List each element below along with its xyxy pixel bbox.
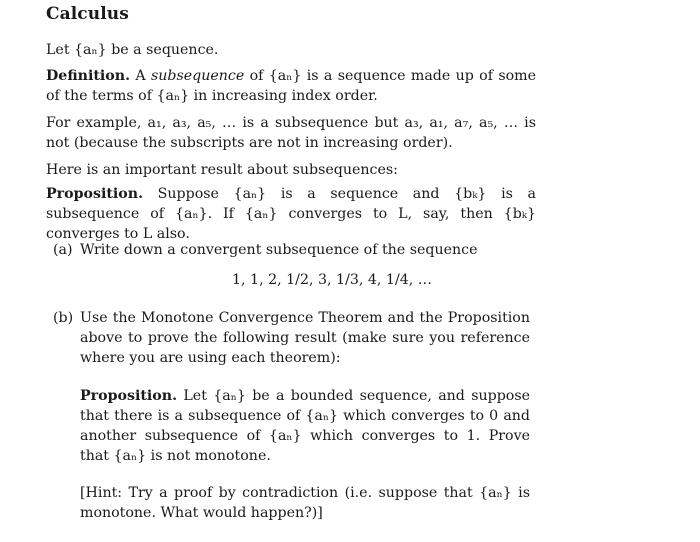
- part-a-label: (a): [53, 242, 73, 258]
- definition-term: subsequence: [150, 68, 245, 84]
- part-b-proposition-label: Proposition.: [80, 388, 178, 404]
- part-b-proposition-text: Let {aₙ} be a bounded sequence, and suppose that there is a subsequence of {aₙ} which converges to 0 and another subsequence of {aₙ} which converges to 1. Prove that {aₙ} is not monotone.: [80, 388, 530, 464]
- part-b-text: Use the Monotone Convergence Theorem and the Proposition above to prove the following result (make sure you reference where you are using each theorem):: [80, 310, 530, 366]
- proposition-paragraph: [46, 184, 536, 244]
- part-b-proposition: [80, 386, 530, 466]
- proposition-text: Suppose {aₙ} is a sequence and {bₖ} is a subsequence of {aₙ}. If {aₙ} converges to L, say, then {bₖ} converges to L also.: [46, 186, 536, 242]
- page-title: Calculus: [46, 4, 129, 24]
- definition-label: Definition.: [46, 68, 131, 84]
- example-paragraph: For example, a₁, a₃, a₅, … is a subsequence but a₃, a₁, a₇, a₅, … is not (because the subscripts are not in increasing order).: [46, 115, 536, 151]
- hint-text: [Hint: Try a proof by contradiction (i.e. suppose that {aₙ} is monotone. What would happen?)]: [80, 485, 530, 521]
- part-a-text: Write down a convergent subsequence of the sequence: [80, 242, 478, 258]
- proposition-label: Proposition.: [46, 186, 144, 202]
- sequence-display: [232, 270, 432, 290]
- part-b-label: (b): [53, 310, 74, 326]
- definition-text-before: A: [135, 68, 146, 84]
- intro-text: Let {aₙ} be a sequence.: [46, 42, 219, 58]
- sequence-text: 1, 1, 2, 1/2, 3, 1/3, 4, 1/4, …: [232, 272, 432, 288]
- definition-text-after: of {aₙ} is a sequence made up of some of the terms of {aₙ} in increasing index order.: [46, 68, 536, 104]
- definition-paragraph: [46, 66, 536, 106]
- important-result-text: Here is an important result about subsequences:: [46, 162, 398, 178]
